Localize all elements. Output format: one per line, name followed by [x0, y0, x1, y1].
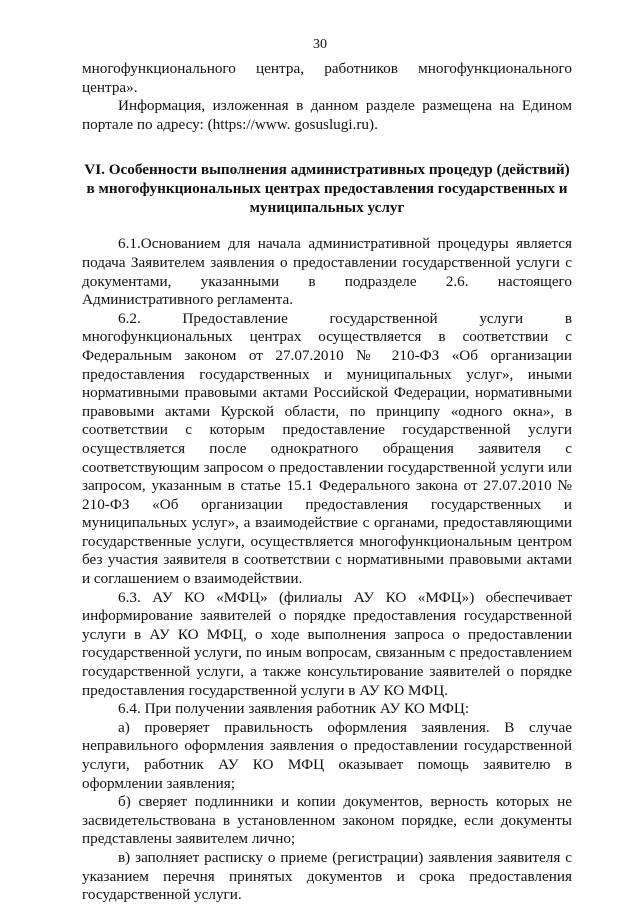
clause-6-4: 6.4. При получении заявления работник АУ КО МФЦ: [118, 700, 470, 718]
clause-6-2: 6.2. Предоставление государственной услуги в многофункциональных центрах осуществляется в соответствии с Федеральным законом от 27.07.2010 № 210-ФЗ «Об организации предоставления государственных и муниципальных услуг», иными нормативными правовыми актами Российской Федерации, нормативными правовыми актами Курской области, по принципу «одного окна», в соответствии с которым предоставление государственной услуги осуществляется после однократного обращения заявителя с соответствующим запросом о предоставлении государственной услуги или запросом, указанным в статье 15.1 Федерального закона от 27.07.2010 № 210-ФЗ «Об организации предоставления государственных и муниципальных услуг», а взаимодействие с органами, предоставляющими государственные услуги, осуществляется многофункциональным центром без участия заявителя в соответствии с нормативными правовыми актами и соглашением о взаимодействии. [82, 309, 572, 588]
subclause-a: а) проверяет правильность оформления заявления. В случае неправильного оформления заявления о предоставлении государственной услуги, работник АУ КО МФЦ оказывает помощь заявителю в оформлении заявления; [82, 718, 572, 792]
section-heading: VI. Особенности выполнения административных процедур (действий) в многофункциональных центрах предоставления государственных и муниципальных услуг [84, 161, 570, 217]
subclause-v: в) заполняет расписку о приеме (регистрации) заявления заявителя с указанием перечня принятых документов и срока предоставления государственной услуги. [82, 848, 572, 904]
intro-paragraph-2: Информация, изложенная в данном разделе размещена на Едином портале по адресу: (https://www. gosuslugi.ru). [82, 97, 572, 133]
page-number: 30 [313, 37, 327, 52]
intro-paragraph-1: многофункционального центра, работников многофункционального центра». [82, 60, 572, 96]
subclause-b: б) сверяет подлинники и копии документов, верность которых не засвидетельствована в установленном законом порядке, если документы представлены заявителем лично; [82, 793, 572, 848]
clause-6-1: 6.1.Основанием для начала административной процедуры является подача Заявителем заявления о предоставлении государственной услуги с документами, указанными в подразделе 2.6. настоящего Административного регламента. [82, 235, 572, 309]
clause-6-3: 6.3. АУ КО «МФЦ» (филиалы АУ КО «МФЦ») обеспечивает информирование заявителей о порядке предоставления государственной услуги в АУ КО МФЦ, о ходе выполнения запроса о предоставлении государственной услуги, по иным вопросам, связанным с предоставлением государственной услуги, а также консультирование заявителей о порядке предоставления государственной услуги в АУ КО МФЦ. [82, 588, 572, 699]
document-body [82, 60, 572, 905]
